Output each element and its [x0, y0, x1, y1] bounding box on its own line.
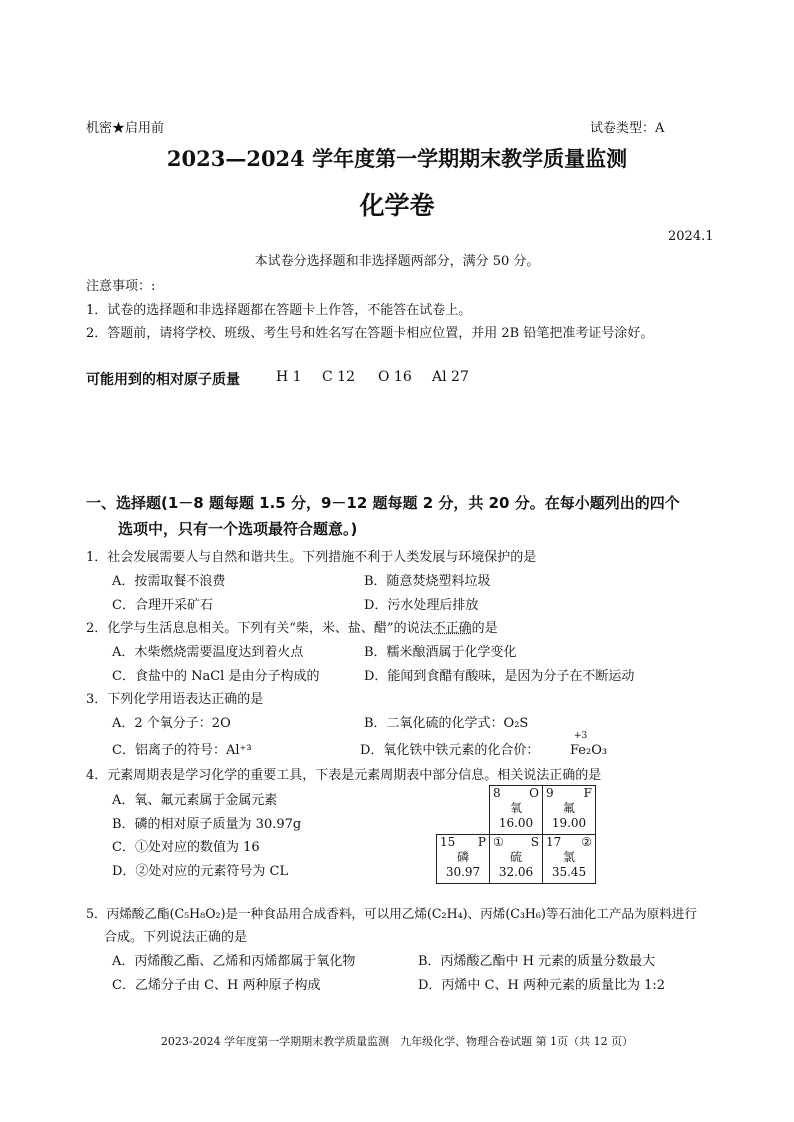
subject-title: 化学卷: [359, 191, 435, 220]
atomic-mass-c: C 12: [322, 369, 355, 385]
question-4-stem: 4．元素周期表是学习化学的重要工具，下表是元素周期表中部分信息。相关说法正确的是: [86, 768, 602, 783]
q1-option-a: A．按需取餐不浪费: [112, 574, 226, 589]
q3-formula: Fe₂O₃: [570, 743, 608, 758]
exam-intro: 本试卷分选择题和非选择题两部分，满分 50 分。: [254, 254, 540, 269]
question-3-stem: 3．下列化学用语表达正确的是: [86, 692, 264, 707]
q3-option-d: D．氧化铁中铁元素的化合价：: [360, 743, 540, 758]
note-item: 1．试卷的选择题和非选择题都在答题卡上作答，不能答在试卷上。: [86, 303, 472, 318]
question-1-stem: 1．社会发展需要人与自然和谐共生。下列措施不利于人类发展与环境保护的是: [86, 550, 537, 565]
question-5-stem: 5．丙烯酸乙酯(C₅H₈O₂)是一种食品用合成香料，可以用乙烯(C₂H₄)、丙烯(C₃H₆)等石油化工产品为原料进行: [86, 906, 697, 921]
q2-option-a: A．木柴燃烧需要温度达到着火点: [112, 645, 304, 660]
q3-option-b: B．二氧化硫的化学式：O₂S: [364, 716, 529, 731]
element-cell-phosphorus: 15 P 磷 30.97: [437, 835, 490, 884]
atomic-mass-h: H 1: [276, 369, 302, 385]
note-item: 2．答题前，请将学校、班级、考生号和姓名写在答题卡相应位置，并用 2B 铅笔把准考证号涂好。: [86, 326, 654, 341]
section-heading-cont: 选项中，只有一个选项最符合题意。): [118, 520, 358, 538]
q2-stem-emphasis: 不正确: [432, 621, 472, 636]
atomic-mass-label: 可能用到的相对原子质量: [86, 372, 240, 388]
notes-heading: 注意事项：:: [86, 279, 156, 294]
question-5-stem-cont: 合成。下列说法正确的是: [104, 930, 248, 945]
q1-option-c: C．合理开采矿石: [112, 598, 213, 613]
element-cell-oxygen: 8 O 氧 16.00: [490, 786, 543, 835]
q3-option-c: C．铝离子的符号：Al⁺³: [112, 743, 252, 758]
exam-date: 2024.1: [668, 229, 714, 244]
secret-label: 机密★启用前: [86, 121, 165, 136]
q4-option-c: C．①处对应的数值为 16: [112, 840, 260, 855]
q1-option-d: D．污水处理后排放: [364, 598, 479, 613]
question-2-stem: [86, 617, 498, 636]
q5-option-b: B．丙烯酸乙酯中 H 元素的质量分数最大: [418, 954, 656, 969]
q5-option-d: D．丙烯中 C、H 两种元素的质量比为 1:2: [418, 978, 666, 993]
atomic-mass-o: O 16: [378, 369, 412, 385]
q1-option-b: B．随意焚烧塑料垃圾: [364, 574, 491, 589]
atomic-mass-al: Al 27: [432, 369, 469, 385]
element-cell-chlorine: 17 ② 氯 35.45: [543, 835, 596, 884]
periodic-table-excerpt: [436, 785, 596, 884]
page-footer: 2023-2024 学年度第一学期期末教学质量监测 九年级化学、物理合卷试题 第 1页（共 12 页）: [160, 1035, 634, 1048]
q2-stem-pre: 2．化学与生活息息相关。下列有关“柴，米、盐、醋”的说法: [86, 621, 433, 636]
section-heading: 一、选择题(1－8 题每题 1.5 分，9－12 题每题 2 分，共 20 分。在每小题列出的四个: [86, 494, 680, 512]
page-title: 2023—2024 学年度第一学期期末教学质量监测: [166, 146, 628, 171]
q2-option-c: C．食盐中的 NaCl 是由分子构成的: [112, 669, 320, 684]
q4-option-a: A．氧、氟元素属于金属元素: [112, 793, 278, 808]
element-cell-sulfur: ① S 硫 32.06: [490, 835, 543, 884]
q5-option-c: C．乙烯分子由 C、H 两种原子构成: [112, 978, 321, 993]
element-cell-fluorine: 9 F 氟 19.00: [543, 786, 596, 835]
paper-type: 试卷类型：A: [590, 121, 665, 136]
q3-valence: +3: [574, 731, 588, 741]
q2-stem-post: 的是: [471, 621, 498, 636]
q5-option-a: A．丙烯酸乙酯、乙烯和丙烯都属于氧化物: [112, 954, 356, 969]
q2-option-d: D．能闻到食醋有酸味，是因为分子在不断运动: [364, 669, 635, 684]
q4-option-b: B．磷的相对原子质量为 30.97g: [112, 817, 302, 832]
q2-option-b: B．糯米酿酒属于化学变化: [364, 645, 517, 660]
q4-option-d: D．②处对应的元素符号为 CL: [112, 864, 289, 879]
q3-option-a: A．2 个氧分子：2O: [112, 716, 231, 731]
